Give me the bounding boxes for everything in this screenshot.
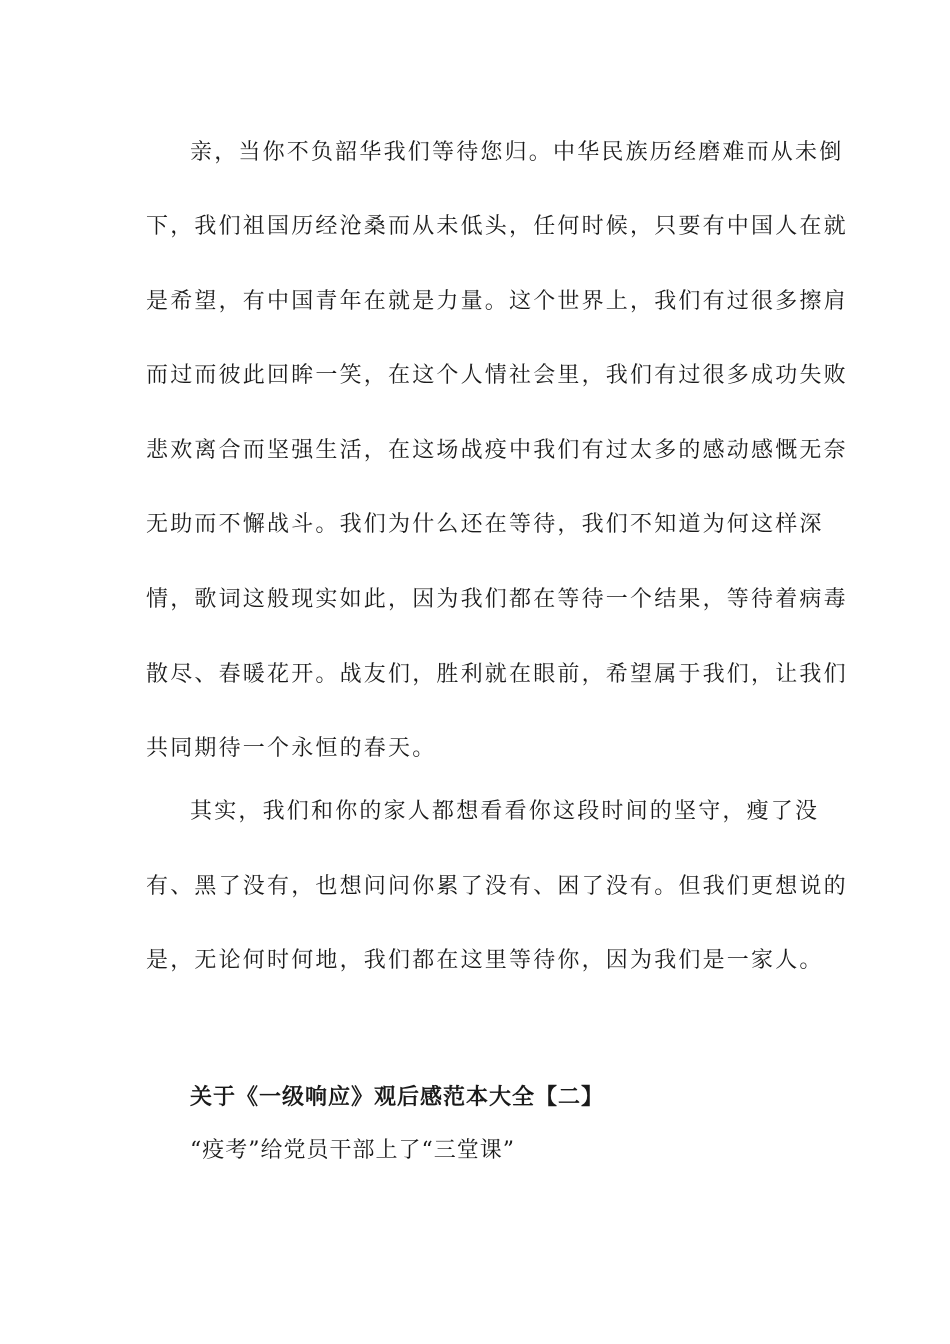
paragraph-line: 是希望，有中国青年在就是力量。这个世界上，我们有过很多擦肩 — [146, 289, 848, 314]
section-subtitle: “疫考”给党员干部上了“三堂课” — [190, 1138, 515, 1163]
paragraph-line: 而过而彼此回眸一笑，在这个人情社会里，我们有过很多成功失败 — [146, 363, 848, 388]
paragraph-line: 是，无论何时何地，我们都在这里等待你，因为我们是一家人。 — [146, 948, 824, 973]
paragraph-line: 散尽、春暖花开。战友们，胜利就在眼前，希望属于我们，让我们 — [146, 662, 848, 687]
paragraph-line: 情，歌词这般现实如此，因为我们都在等待一个结果，等待着病毒 — [146, 587, 848, 612]
paragraph-line: 其实，我们和你的家人都想看看你这段时间的坚守，瘦了没 — [190, 799, 820, 824]
paragraph-line: 共同期待一个永恒的春天。 — [146, 736, 437, 761]
paragraph-line: 悲欢离合而坚强生活，在这场战疫中我们有过太多的感动感慨无奈 — [146, 438, 848, 463]
paragraph-line: 亲，当你不负韶华我们等待您归。中华民族历经磨难而从未倒 — [190, 140, 844, 165]
section-heading: 关于《一级响应》观后感范本大全【二】 — [190, 1084, 605, 1110]
paragraph-line: 无助而不懈战斗。我们为什么还在等待，我们不知道为何这样深 — [146, 512, 824, 537]
paragraph-line: 下，我们祖国历经沧桑而从未低头，任何时候，只要有中国人在就 — [146, 214, 848, 239]
paragraph-line: 有、黑了没有，也想问问你累了没有、困了没有。但我们更想说的 — [146, 874, 848, 899]
